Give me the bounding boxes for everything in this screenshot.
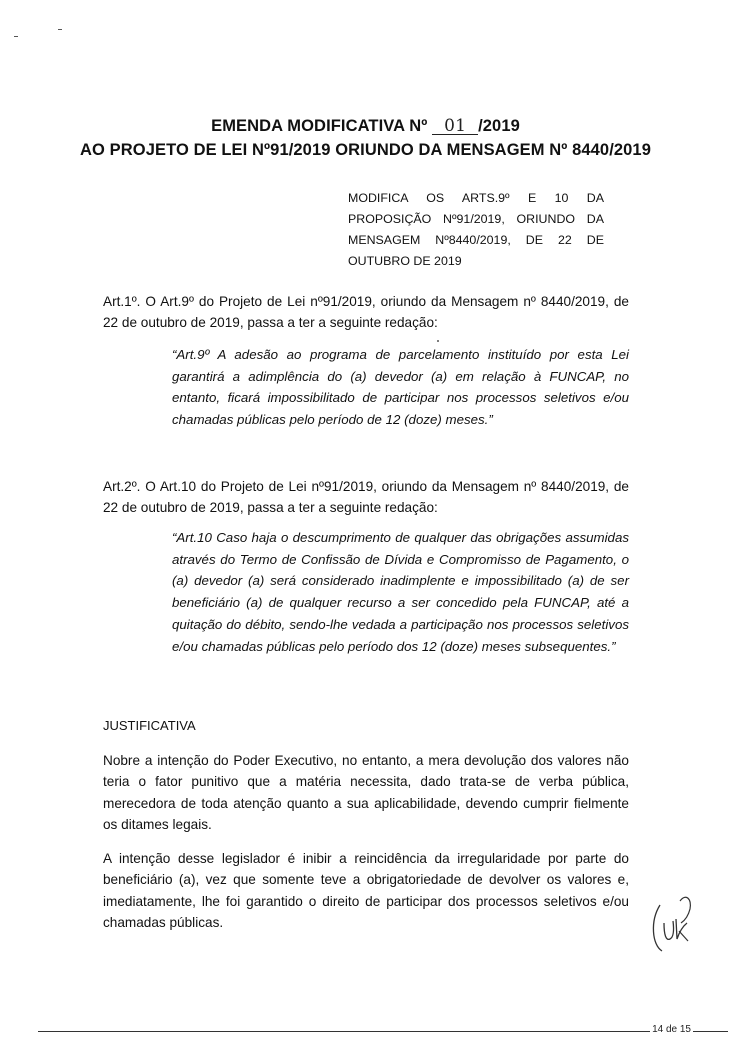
page-number: 14 de 15 [652,1024,691,1035]
title-year: /2019 [478,117,520,135]
scan-speck [58,29,62,30]
scan-speck [437,340,439,342]
justification-paragraph-2: A intenção desse legislador é inibir a reincidência da irregularidade por parte do beneficiário (a), vez que somente teve a obrigatoriedade de devolver os valores e, imediatamente, lhe foi garantido o direito de participar dos processos seletivos e/ou chamadas públicas. [103,851,629,930]
article-1-intro: Art.1º. O Art.9º do Projeto de Lei nº91/2019, oriundo da Mensagem nº 8440/2019, de 22 de outubro de 2019, passa a ter a seguinte redação: [103,294,629,331]
document-title-line1 [0,117,731,136]
handwritten-initials [646,883,696,955]
article-1-quote: “Art.9º A adesão ao programa de parcelamento instituído por esta Lei garantirá a adimplência do (a) devedor (a) em relação à FUNCAP, no entanto, ficará impossibilitado de participar nos processos seletivos e/ou chamadas públicas pelo período de 12 (doze) meses.” [172,347,629,428]
handwritten-amendment-number: 01 [432,119,478,135]
justification-label: JUSTIFICATIVA [103,718,196,733]
article-2-quote: “Art.10 Caso haja o descumprimento de qualquer das obrigações assumidas através do Termo de Confissão de Dívida e Compromisso de Pagamento, o (a) devedor (a) será considerado inadimplente e impossibilitado (a) de ser beneficiário (a) de qualquer recurso a ser concedido pela FUNCAP, até a quitação do débito, sendo-lhe vedada a participação nos processos seletivos e/ou chamadas públicas pelo período dos 12 (doze) meses subsequentes.” [172,530,629,654]
article-2-intro: Art.2º. O Art.10 do Projeto de Lei nº91/2019, oriundo da Mensagem nº 8440/2019, de 22 de outubro de 2019, passa a ter a seguinte redação: [103,479,629,516]
footer-rule [38,1031,728,1032]
document-title-line2: AO PROJETO DE LEI Nº91/2019 ORIUNDO DA MENSAGEM Nº 8440/2019 [80,141,651,159]
amendment-subject: MODIFICA OS ARTS.9º E 10 DA PROPOSIÇÃO Nº91/2019, ORIUNDO DA MENSAGEM Nº8440/2019, DE 22 DE OUTUBRO DE 2019 [348,191,604,268]
title-prefix: EMENDA MODIFICATIVA Nº [211,117,428,135]
scan-speck [14,36,18,37]
justification-paragraph-1: Nobre a intenção do Poder Executivo, no entanto, a mera devolução dos valores não teria o fator punitivo que a matéria necessita, dado trata-se de verba pública, merecedora de toda atenção quanto a sua aplicabilidade, devendo cumprir fielmente os ditames legais. [103,753,629,832]
